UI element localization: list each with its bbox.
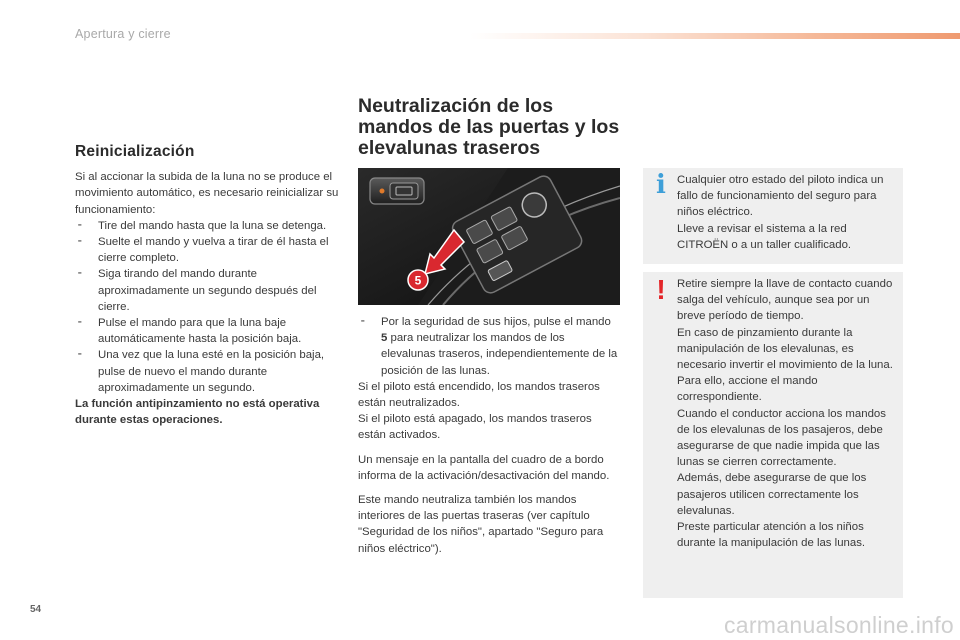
watermark: carmanualsonline.info	[723, 612, 954, 638]
info-text	[677, 172, 897, 253]
neutralization-step	[358, 314, 620, 379]
page-number: 54	[30, 604, 42, 615]
neutralization-body	[358, 314, 620, 557]
warning-icon: !	[656, 274, 666, 305]
reinit-step: ⁃ Suelte el mando y vuelva a tirar de él hasta el cierre completo.	[75, 234, 341, 266]
step-text-pre: Por la seguridad de sus hijos, pulse el mando	[381, 316, 611, 328]
step-text-post: para neutralizar los mandos de los elevalunas traseros, independientemente de la posición de las lunas.	[381, 332, 618, 377]
reinit-section	[75, 144, 341, 428]
neutralization-title: Neutralización de los mandos de las puertas y los elevalunas traseros	[358, 95, 620, 159]
reinit-steps	[75, 218, 341, 396]
header-accent-line	[470, 33, 960, 39]
dashboard-message-text: Un mensaje en la pantalla del cuadro de a bordo informa de la activación/desactivación del mando.	[358, 453, 610, 482]
step-control-number: 5	[381, 332, 388, 345]
led-off-text: Si el piloto está apagado, los mandos traseros están activados.	[358, 413, 592, 442]
reinit-step: ⁃ Siga tirando del mando durante aproximadamente un segundo después del cierre.	[75, 266, 341, 315]
warning-paragraph: Preste particular atención a los niños durante la manipulación de las lunas.	[677, 521, 866, 550]
info-line: Lleve a revisar el sistema a la red CITROËN o a un taller cualificado.	[677, 222, 852, 251]
warning-paragraph: Retire siempre la llave de contacto cuando salga del vehículo, aunque sea por un breve período de tiempo.	[677, 278, 893, 323]
neutralization-steps	[358, 314, 620, 379]
warning-box	[643, 272, 903, 598]
callout-number: 5	[414, 273, 422, 288]
warning-text	[677, 276, 897, 551]
reinit-intro: Si al accionar la subida de la luna no se produce el movimiento automático, es necesario reinicializar su funcionamiento:	[75, 171, 339, 216]
reinit-note: La función antipinzamiento no está operativa durante estas operaciones.	[75, 398, 320, 427]
warning-paragraph: En caso de pinzamiento durante la manipulación de los elevalunas, es necesario invertir el movimiento de la luna. Para ello, accione el mando correspondiente.	[677, 326, 893, 404]
info-box	[643, 168, 903, 264]
door-panel-illustration	[358, 168, 620, 305]
warning-paragraph: Además, debe asegurarse de que los pasajeros utilicen correctamente los elevalunas.	[677, 472, 867, 517]
reinit-step: ⁃ Tire del mando hasta que la luna se detenga.	[75, 218, 341, 234]
reinit-step: ⁃ Pulse el mando para que la luna baje automáticamente hasta la posición baja.	[75, 315, 341, 347]
info-icon: i	[656, 170, 666, 200]
warning-paragraph: Cuando el conductor acciona los mandos de los elevalunas de los pasajeros, debe asegurarse de que nadie impida que las lunas se cierren correctamente.	[677, 407, 886, 469]
reinit-step: ⁃ Una vez que la luna esté en la posición baja, pulse de nuevo el mando durante aproximadamente un segundo.	[75, 347, 341, 396]
led-on-text: Si el piloto está encendido, los mandos traseros están neutralizados.	[358, 380, 600, 410]
info-line: Cualquier otro estado del piloto indica un fallo de funcionamiento del seguro para niños eléctrico.	[677, 174, 884, 219]
door-control-photo	[358, 168, 620, 305]
interior-controls-text: Este mando neutraliza también los mandos interiores de las puertas traseras (ver capítulo "Seguridad de los niños", apartado "Seguro para niños eléctrico").	[358, 494, 604, 555]
reinit-title: Reinicialización	[75, 143, 195, 160]
section-header: Apertura y cierre	[75, 27, 171, 41]
